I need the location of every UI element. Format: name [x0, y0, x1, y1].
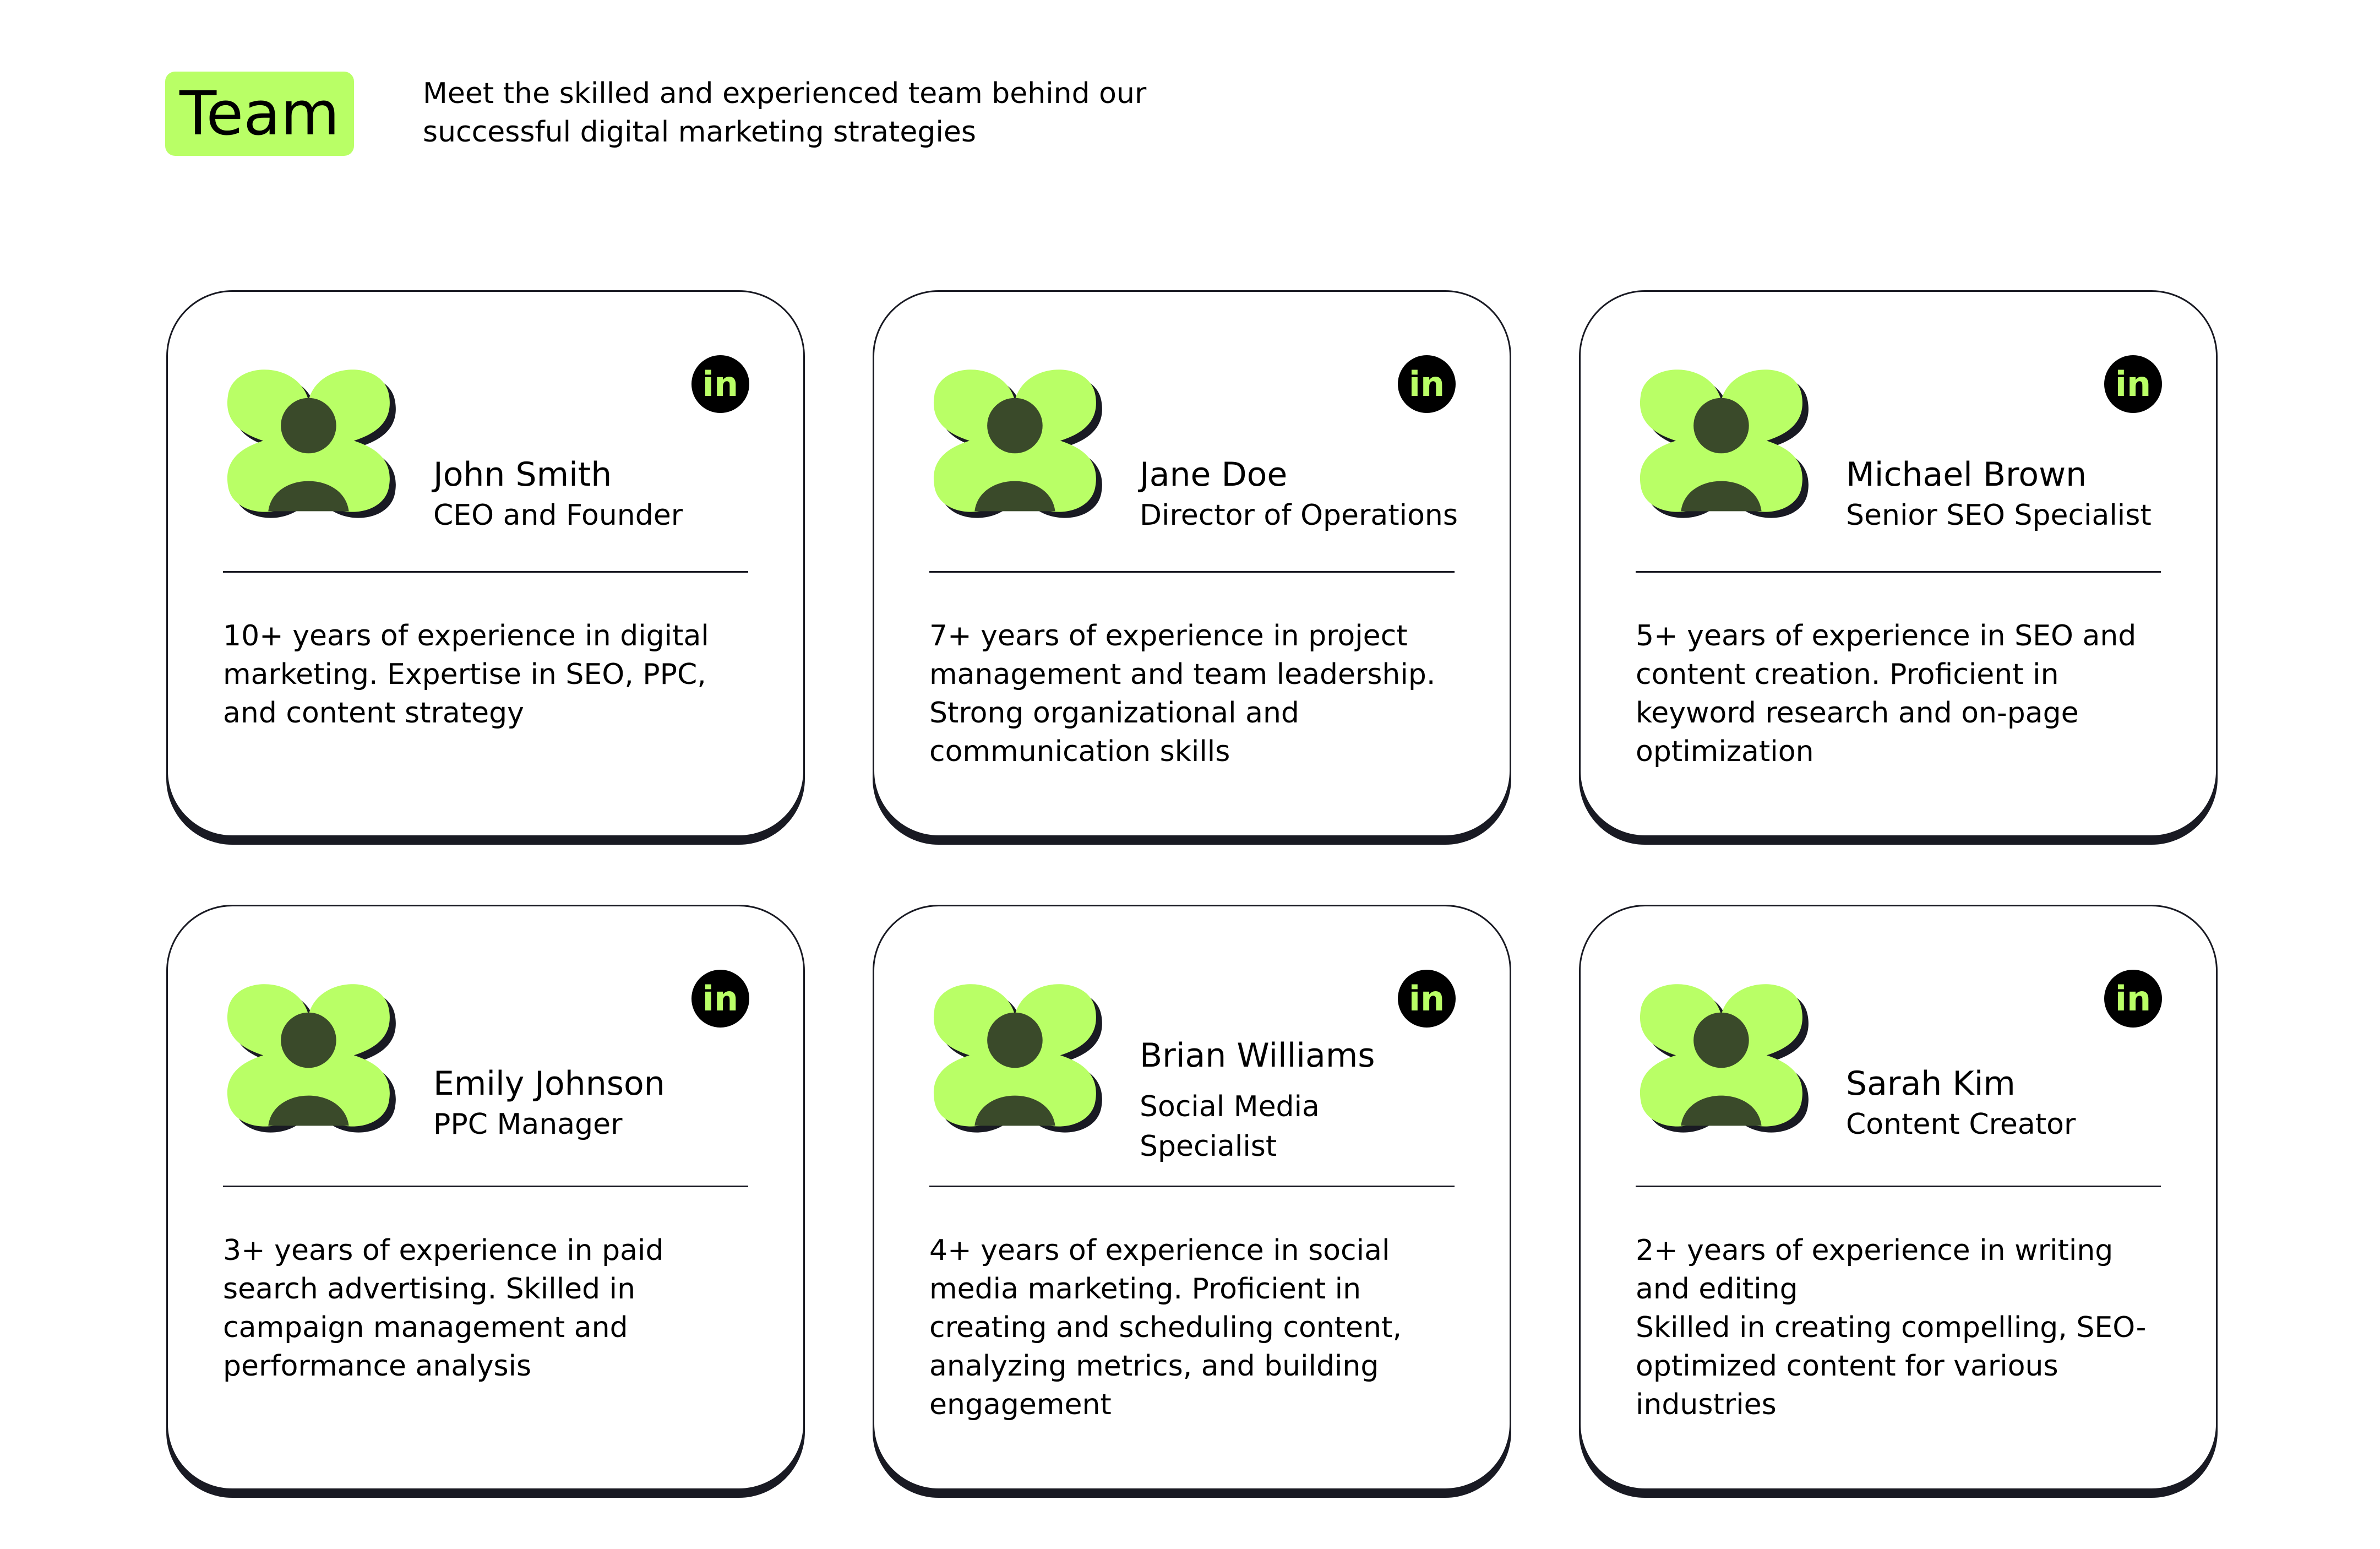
linkedin-icon[interactable]: in: [1398, 970, 1456, 1028]
member-photo: [223, 355, 399, 531]
member-role: CEO and Founder: [433, 499, 683, 532]
member-role: Senior SEO Specialist: [1846, 499, 2152, 532]
member-info: [433, 1063, 786, 1144]
member-role: Content Creator: [1846, 1108, 2076, 1141]
member-name: Sarah Kim: [1846, 1064, 2016, 1103]
divider: [223, 571, 748, 573]
member-info: [433, 454, 786, 535]
member-bio: 10+ years of experience in digital marketing. Expertise in SEO, PPC, and content strategy: [223, 619, 709, 730]
divider: [223, 1186, 748, 1187]
team-card: [873, 905, 1511, 1490]
team-card: [166, 290, 805, 837]
linkedin-icon[interactable]: in: [691, 355, 749, 413]
member-photo: [1636, 355, 1812, 531]
section-title: Team: [165, 72, 354, 156]
member-name: Jane Doe: [1140, 455, 1288, 494]
member-bio: 5+ years of experience in SEO and content creation. Proficient in keyword research and on-page optimization: [1636, 619, 2137, 768]
member-role: Director of Operations: [1140, 499, 1458, 532]
team-card: [873, 290, 1511, 837]
member-photo: [929, 970, 1105, 1146]
section-header: [165, 72, 2202, 160]
linkedin-icon[interactable]: in: [691, 970, 749, 1028]
divider: [1636, 1186, 2161, 1187]
team-card: [166, 905, 805, 1490]
member-name: Emily Johnson: [433, 1064, 665, 1103]
member-bio: 3+ years of experience in paid search advertising. Skilled in campaign management and performance analysis: [223, 1234, 664, 1383]
linkedin-icon[interactable]: in: [1398, 355, 1456, 413]
member-info: [1140, 454, 1492, 535]
member-info: [1846, 1063, 2198, 1144]
member-role: PPC Manager: [433, 1108, 623, 1141]
member-info: [1140, 1025, 1492, 1177]
team-card: [1579, 905, 2218, 1490]
member-bio: 7+ years of experience in project management and team leadership. Strong organizational and communication skills: [929, 619, 1436, 768]
divider: [1636, 571, 2161, 573]
linkedin-icon[interactable]: in: [2104, 355, 2162, 413]
member-name: John Smith: [433, 455, 612, 494]
divider: [929, 1186, 1455, 1187]
member-name: Michael Brown: [1846, 455, 2087, 494]
divider: [929, 571, 1455, 573]
linkedin-icon[interactable]: in: [2104, 970, 2162, 1028]
member-bio: 4+ years of experience in social media marketing. Proficient in creating and scheduling content, analyzing metrics, and building engagement: [929, 1234, 1402, 1421]
team-card: [1579, 290, 2218, 837]
member-name: Brian Williams: [1140, 1036, 1375, 1075]
member-photo: [223, 970, 399, 1146]
section-subtitle: Meet the skilled and experienced team behind our successful digital marketing strategies: [423, 77, 1147, 149]
member-bio: 2+ years of experience in writing and editing Skilled in creating compelling, SEO- optimized content for various industries: [1636, 1234, 2147, 1421]
member-photo: [929, 355, 1105, 531]
member-info: [1846, 454, 2198, 535]
member-photo: [1636, 970, 1812, 1146]
member-role: Social Media Specialist: [1140, 1090, 1320, 1163]
